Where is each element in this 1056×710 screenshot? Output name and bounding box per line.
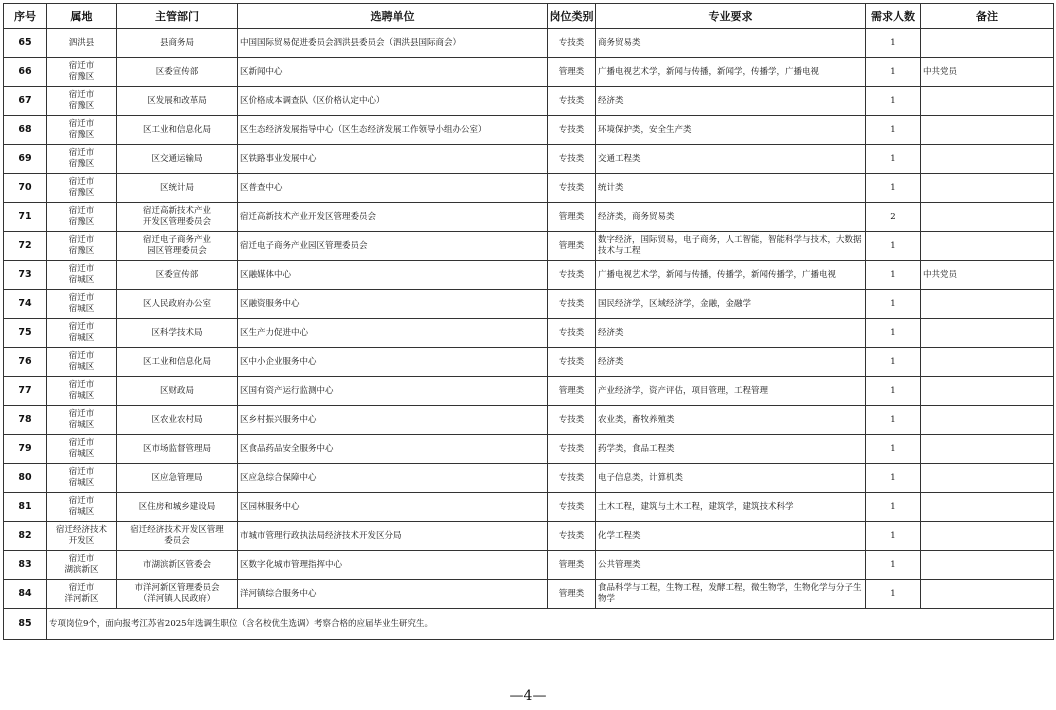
cell-remark	[921, 522, 1054, 551]
cell-count: 1	[866, 116, 921, 145]
cell-no: 73	[4, 261, 47, 290]
cell-category: 专技类	[548, 29, 596, 58]
cell-department: 区住房和城乡建设局	[117, 493, 238, 522]
cell-region: 宿迁市 宿豫区	[47, 145, 117, 174]
cell-region: 宿迁市 宿城区	[47, 464, 117, 493]
cell-category: 专技类	[548, 522, 596, 551]
col-header-count: 需求人数	[866, 4, 921, 29]
special-positions-note: 专项岗位9个，面向报考江苏省2025年选调生职位（含名校优生选调）考察合格的应届毕业生研究生。	[47, 609, 1054, 640]
cell-no: 81	[4, 493, 47, 522]
cell-department: 宿迁经济技术开发区管理 委员会	[117, 522, 238, 551]
cell-major: 国民经济学，区域经济学，金融，金融学	[596, 290, 866, 319]
cell-region: 宿迁市 宿城区	[47, 348, 117, 377]
cell-count: 1	[866, 145, 921, 174]
col-header-region: 属地	[47, 4, 117, 29]
cell-count: 1	[866, 406, 921, 435]
cell-no: 83	[4, 551, 47, 580]
col-header-unit: 选聘单位	[238, 4, 548, 29]
cell-region: 宿迁市 宿城区	[47, 406, 117, 435]
table-header-row	[4, 4, 1054, 29]
col-header-no: 序号	[4, 4, 47, 29]
cell-category: 专技类	[548, 290, 596, 319]
cell-count: 1	[866, 232, 921, 261]
cell-unit: 区应急综合保障中心	[238, 464, 548, 493]
cell-category: 专技类	[548, 319, 596, 348]
cell-count: 1	[866, 58, 921, 87]
cell-count: 1	[866, 493, 921, 522]
table-row	[4, 145, 1054, 174]
cell-unit: 宿迁高新技术产业开发区管理委员会	[238, 203, 548, 232]
cell-unit: 区食品药品安全服务中心	[238, 435, 548, 464]
table-row	[4, 58, 1054, 87]
table-row	[4, 174, 1054, 203]
cell-major: 农业类，畜牧养殖类	[596, 406, 866, 435]
cell-category: 管理类	[548, 232, 596, 261]
cell-category: 专技类	[548, 174, 596, 203]
cell-no: 76	[4, 348, 47, 377]
cell-department: 区科学技术局	[117, 319, 238, 348]
table-row-note	[4, 609, 1054, 640]
cell-unit: 区普查中心	[238, 174, 548, 203]
cell-major: 食品科学与工程，生物工程，发酵工程，微生物学，生物化学与分子生物学	[596, 580, 866, 609]
cell-remark	[921, 145, 1054, 174]
cell-major: 统计类	[596, 174, 866, 203]
table-row	[4, 406, 1054, 435]
cell-no: 82	[4, 522, 47, 551]
table-row	[4, 261, 1054, 290]
cell-category: 专技类	[548, 116, 596, 145]
cell-region: 宿迁市 宿城区	[47, 377, 117, 406]
cell-remark: 中共党员	[921, 58, 1054, 87]
cell-region: 宿迁市 宿豫区	[47, 58, 117, 87]
cell-department: 区工业和信息化局	[117, 116, 238, 145]
table-row	[4, 464, 1054, 493]
cell-region: 宿迁市 宿城区	[47, 261, 117, 290]
cell-remark	[921, 290, 1054, 319]
cell-no: 77	[4, 377, 47, 406]
cell-major: 药学类，食品工程类	[596, 435, 866, 464]
cell-major: 产业经济学，资产评估，项目管理，工程管理	[596, 377, 866, 406]
cell-department: 区统计局	[117, 174, 238, 203]
cell-department: 区发展和改革局	[117, 87, 238, 116]
table-row	[4, 319, 1054, 348]
cell-count: 1	[866, 580, 921, 609]
cell-no: 67	[4, 87, 47, 116]
cell-unit: 区融资服务中心	[238, 290, 548, 319]
cell-category: 管理类	[548, 580, 596, 609]
cell-no: 79	[4, 435, 47, 464]
cell-unit: 区铁路事业发展中心	[238, 145, 548, 174]
cell-count: 1	[866, 551, 921, 580]
page-number: —4—	[509, 688, 547, 704]
cell-remark	[921, 29, 1054, 58]
col-header-remark: 备注	[921, 4, 1054, 29]
cell-no: 70	[4, 174, 47, 203]
cell-unit: 宿迁电子商务产业园区管理委员会	[238, 232, 548, 261]
cell-unit: 区生产力促进中心	[238, 319, 548, 348]
table-row	[4, 116, 1054, 145]
cell-remark	[921, 493, 1054, 522]
cell-region: 宿迁市 宿豫区	[47, 203, 117, 232]
col-header-major: 专业要求	[596, 4, 866, 29]
table-row	[4, 493, 1054, 522]
table-row	[4, 232, 1054, 261]
cell-remark	[921, 377, 1054, 406]
cell-count: 1	[866, 348, 921, 377]
cell-count: 1	[866, 174, 921, 203]
cell-major: 经济类	[596, 348, 866, 377]
cell-category: 管理类	[548, 203, 596, 232]
cell-unit: 区园林服务中心	[238, 493, 548, 522]
cell-no: 74	[4, 290, 47, 319]
cell-major: 广播电视艺术学，新闻与传播，传播学，新闻传播学，广播电视	[596, 261, 866, 290]
cell-remark	[921, 406, 1054, 435]
cell-unit: 区融媒体中心	[238, 261, 548, 290]
cell-category: 管理类	[548, 58, 596, 87]
table-row	[4, 522, 1054, 551]
cell-unit: 中国国际贸易促进委员会泗洪县委员会（泗洪县国际商会）	[238, 29, 548, 58]
cell-remark	[921, 551, 1054, 580]
cell-region: 宿迁市 洋河新区	[47, 580, 117, 609]
cell-unit: 区中小企业服务中心	[238, 348, 548, 377]
cell-major: 经济类	[596, 319, 866, 348]
cell-major: 经济类，商务贸易类	[596, 203, 866, 232]
table-row	[4, 87, 1054, 116]
cell-department: 区委宣传部	[117, 58, 238, 87]
cell-remark	[921, 580, 1054, 609]
cell-department: 区人民政府办公室	[117, 290, 238, 319]
cell-region: 宿迁市 湖滨新区	[47, 551, 117, 580]
cell-department: 区市场监督管理局	[117, 435, 238, 464]
cell-count: 1	[866, 435, 921, 464]
cell-department: 区农业农村局	[117, 406, 238, 435]
cell-region: 宿迁市 宿豫区	[47, 232, 117, 261]
cell-region: 宿迁市 宿城区	[47, 290, 117, 319]
cell-department: 县商务局	[117, 29, 238, 58]
table-row	[4, 348, 1054, 377]
cell-major: 数字经济，国际贸易，电子商务，人工智能，智能科学与技术，大数据技术与工程	[596, 232, 866, 261]
table-row	[4, 203, 1054, 232]
cell-region: 宿迁市 宿豫区	[47, 116, 117, 145]
cell-region: 宿迁市 宿豫区	[47, 87, 117, 116]
cell-unit: 区价格成本调查队（区价格认定中心）	[238, 87, 548, 116]
cell-category: 专技类	[548, 406, 596, 435]
cell-department: 区应急管理局	[117, 464, 238, 493]
cell-remark	[921, 348, 1054, 377]
cell-major: 电子信息类，计算机类	[596, 464, 866, 493]
cell-region: 宿迁市 宿城区	[47, 493, 117, 522]
cell-remark	[921, 232, 1054, 261]
cell-no: 75	[4, 319, 47, 348]
cell-region: 泗洪县	[47, 29, 117, 58]
table-row	[4, 435, 1054, 464]
cell-category: 专技类	[548, 87, 596, 116]
cell-no: 65	[4, 29, 47, 58]
cell-remark	[921, 203, 1054, 232]
cell-category: 专技类	[548, 464, 596, 493]
cell-no: 66	[4, 58, 47, 87]
cell-unit: 区新闻中心	[238, 58, 548, 87]
cell-count: 1	[866, 464, 921, 493]
cell-remark: 中共党员	[921, 261, 1054, 290]
cell-department: 宿迁高新技术产业 开发区管理委员会	[117, 203, 238, 232]
cell-remark	[921, 319, 1054, 348]
cell-department: 区工业和信息化局	[117, 348, 238, 377]
cell-major: 经济类	[596, 87, 866, 116]
cell-count: 1	[866, 319, 921, 348]
cell-department: 市湖滨新区管委会	[117, 551, 238, 580]
table-row	[4, 377, 1054, 406]
cell-no: 85	[4, 609, 47, 640]
cell-no: 71	[4, 203, 47, 232]
cell-remark	[921, 87, 1054, 116]
cell-no: 69	[4, 145, 47, 174]
table-row	[4, 290, 1054, 319]
cell-major: 环境保护类，安全生产类	[596, 116, 866, 145]
cell-count: 2	[866, 203, 921, 232]
cell-unit: 市城市管理行政执法局经济技术开发区分局	[238, 522, 548, 551]
cell-no: 80	[4, 464, 47, 493]
col-header-category: 岗位类别	[548, 4, 596, 29]
cell-unit: 区国有资产运行监测中心	[238, 377, 548, 406]
cell-category: 专技类	[548, 493, 596, 522]
cell-region: 宿迁市 宿豫区	[47, 174, 117, 203]
cell-region: 宿迁市 宿城区	[47, 435, 117, 464]
cell-unit: 洋河镇综合服务中心	[238, 580, 548, 609]
cell-category: 管理类	[548, 377, 596, 406]
cell-category: 专技类	[548, 145, 596, 174]
cell-major: 广播电视艺术学，新闻与传播，新闻学，传播学，广播电视	[596, 58, 866, 87]
cell-remark	[921, 464, 1054, 493]
table-row	[4, 29, 1054, 58]
cell-region: 宿迁市 宿城区	[47, 319, 117, 348]
cell-count: 1	[866, 261, 921, 290]
cell-category: 专技类	[548, 348, 596, 377]
cell-department: 区委宣传部	[117, 261, 238, 290]
cell-category: 专技类	[548, 435, 596, 464]
cell-major: 化学工程类	[596, 522, 866, 551]
cell-department: 区财政局	[117, 377, 238, 406]
cell-unit: 区数字化城市管理指挥中心	[238, 551, 548, 580]
table-row	[4, 551, 1054, 580]
cell-count: 1	[866, 87, 921, 116]
cell-department: 宿迁电子商务产业 园区管理委员会	[117, 232, 238, 261]
cell-category: 专技类	[548, 261, 596, 290]
cell-major: 交通工程类	[596, 145, 866, 174]
cell-remark	[921, 116, 1054, 145]
cell-no: 72	[4, 232, 47, 261]
cell-remark	[921, 174, 1054, 203]
cell-no: 68	[4, 116, 47, 145]
cell-no: 84	[4, 580, 47, 609]
cell-major: 商务贸易类	[596, 29, 866, 58]
cell-remark	[921, 435, 1054, 464]
cell-category: 管理类	[548, 551, 596, 580]
cell-major: 土木工程，建筑与土木工程，建筑学，建筑技术科学	[596, 493, 866, 522]
recruitment-table	[3, 3, 1054, 640]
table-row	[4, 580, 1054, 609]
cell-count: 1	[866, 29, 921, 58]
cell-count: 1	[866, 522, 921, 551]
cell-no: 78	[4, 406, 47, 435]
cell-department: 市洋河新区管理委员会 （洋河镇人民政府）	[117, 580, 238, 609]
cell-region: 宿迁经济技术 开发区	[47, 522, 117, 551]
cell-department: 区交通运输局	[117, 145, 238, 174]
cell-unit: 区生态经济发展指导中心（区生态经济发展工作领导小组办公室）	[238, 116, 548, 145]
cell-count: 1	[866, 377, 921, 406]
cell-unit: 区乡村振兴服务中心	[238, 406, 548, 435]
cell-count: 1	[866, 290, 921, 319]
cell-major: 公共管理类	[596, 551, 866, 580]
col-header-department: 主管部门	[117, 4, 238, 29]
